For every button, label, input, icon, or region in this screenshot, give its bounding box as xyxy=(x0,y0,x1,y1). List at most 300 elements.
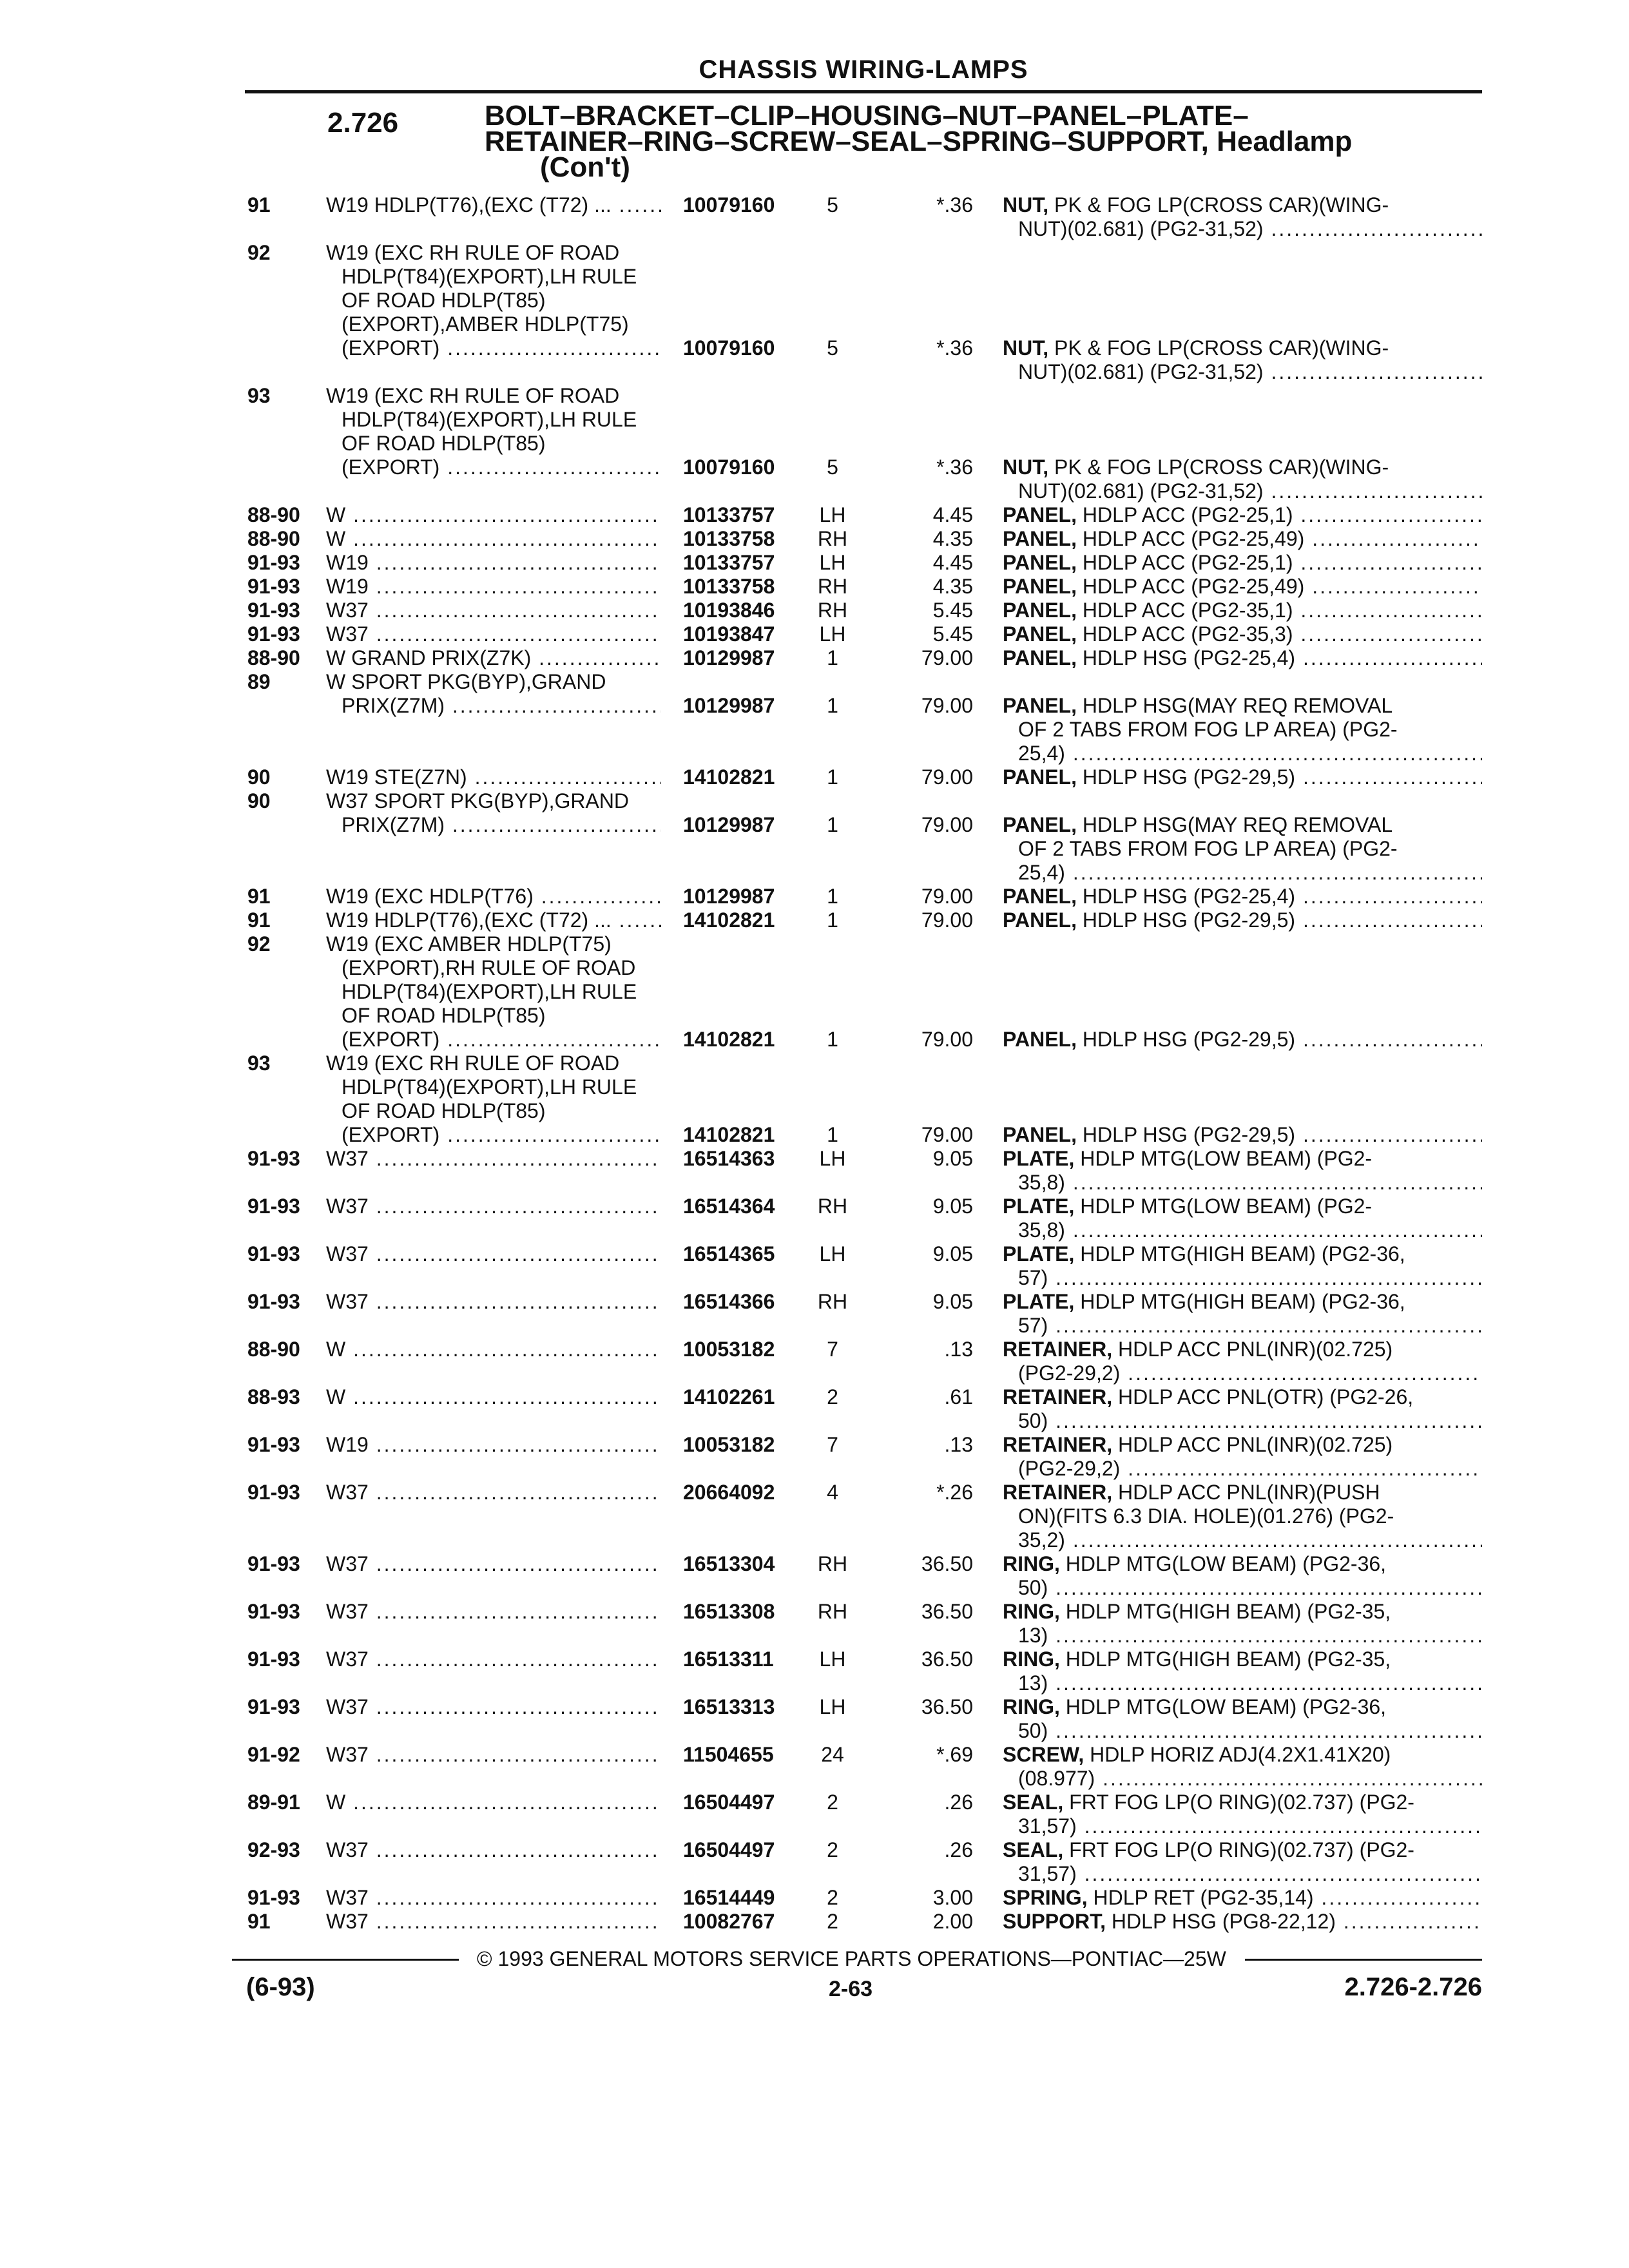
row-price: 4.45 xyxy=(932,503,973,526)
table-row xyxy=(0,932,1629,1052)
item-line: 13) ..... xyxy=(1003,1671,1482,1695)
item-keyword: PANEL, xyxy=(1003,813,1077,836)
row-description xyxy=(326,527,661,551)
row-price: 3.00 xyxy=(932,1886,973,1909)
row-price: 79.00 xyxy=(921,908,973,932)
row-part-number: 14102261 xyxy=(683,1385,775,1408)
item-line xyxy=(1003,1648,1482,1671)
row-year: 91-93 xyxy=(247,1552,300,1575)
item-line: OF 2 TABS FROM FOG LP AREA) (PG2- xyxy=(1018,837,1398,860)
description-line: W ..... xyxy=(326,503,661,527)
item-line xyxy=(1003,599,1482,622)
item-text: HDLP ACC PNL(INR)(02.725) xyxy=(1117,1338,1393,1361)
description-line: (EXPORT) ..... xyxy=(326,336,661,360)
description-line: W37 ..... xyxy=(326,1195,661,1218)
row-item-name xyxy=(1003,1910,1482,1934)
row-description xyxy=(326,1791,661,1814)
row-description xyxy=(326,1552,661,1576)
item-keyword: NUT, xyxy=(1003,336,1049,360)
row-year: 88-90 xyxy=(247,1338,300,1361)
item-keyword: SUPPORT, xyxy=(1003,1910,1106,1933)
row-quantity: 5 xyxy=(827,456,838,479)
row-quantity: RH xyxy=(817,1290,848,1313)
item-text: HDLP ACC PNL(OTR) (PG2-26, xyxy=(1117,1385,1414,1408)
item-keyword: SEAL, xyxy=(1003,1791,1064,1814)
row-year: 92 xyxy=(247,932,271,956)
footer-section-range: 2.726-2.726 xyxy=(1344,1973,1482,2001)
row-price: 9.05 xyxy=(932,1242,973,1265)
item-line xyxy=(1003,885,1482,908)
row-year: 91-93 xyxy=(247,1433,300,1456)
parts-table xyxy=(0,193,1629,1934)
item-keyword: PANEL, xyxy=(1003,1028,1077,1051)
item-line: 25,4) ..... xyxy=(1003,861,1482,885)
row-item-name xyxy=(1003,599,1482,622)
item-keyword: SPRING, xyxy=(1003,1886,1088,1909)
row-part-number: 10079160 xyxy=(683,456,775,479)
row-price: 79.00 xyxy=(921,885,973,908)
row-description xyxy=(326,1600,661,1624)
description-line: W37 ..... xyxy=(326,1695,661,1719)
row-price: 4.35 xyxy=(932,527,973,550)
item-keyword: RING, xyxy=(1003,1552,1060,1575)
row-description xyxy=(326,1147,661,1171)
table-row xyxy=(0,1791,1629,1838)
row-description xyxy=(326,1838,661,1862)
row-part-number: 16514365 xyxy=(683,1242,775,1265)
item-text: HDLP HSG (PG2-25,4) xyxy=(1082,646,1296,669)
item-keyword: PANEL, xyxy=(1003,885,1077,908)
row-quantity: RH xyxy=(817,575,848,598)
item-keyword: SEAL, xyxy=(1003,1838,1064,1861)
item-text: HDLP ACC (PG2-35,3) xyxy=(1082,622,1293,646)
item-line xyxy=(1003,527,1482,551)
item-text: HDLP HSG(MAY REQ REMOVAL xyxy=(1082,813,1393,836)
description-line: W37 ..... xyxy=(326,599,661,622)
row-quantity: RH xyxy=(817,527,848,550)
footer-rule-left xyxy=(232,1959,459,1961)
row-part-number: 11504655 xyxy=(683,1743,774,1766)
row-item-name xyxy=(1003,1123,1482,1147)
row-quantity: LH xyxy=(819,1695,846,1718)
row-year: 91 xyxy=(247,193,271,216)
description-line: W37 ..... xyxy=(326,1242,661,1266)
row-description xyxy=(326,575,661,599)
item-line xyxy=(1003,646,1482,670)
item-line: 13) ..... xyxy=(1003,1624,1482,1648)
item-keyword: PLATE, xyxy=(1003,1195,1075,1218)
row-quantity: 1 xyxy=(827,1123,838,1146)
description-line: W19 HDLP(T76),(EXC (T72) ... ..... xyxy=(326,908,661,932)
item-keyword: PLATE, xyxy=(1003,1242,1075,1265)
row-year: 91-93 xyxy=(247,1147,300,1170)
description-line: PRIX(Z7M) ..... xyxy=(326,694,661,718)
row-quantity: LH xyxy=(819,551,846,574)
row-part-number: 10133758 xyxy=(683,575,775,598)
row-year: 90 xyxy=(247,789,271,812)
item-text: HDLP MTG(LOW BEAM) (PG2-36, xyxy=(1065,1695,1387,1718)
page-title: CHASSIS WIRING-LAMPS xyxy=(699,55,1028,84)
row-item-name xyxy=(1003,885,1482,908)
row-year: 91-93 xyxy=(247,599,300,622)
row-year: 91-93 xyxy=(247,1600,300,1623)
item-line xyxy=(1003,908,1482,932)
section-number: 2.726 xyxy=(327,107,399,139)
row-year: 91-93 xyxy=(247,575,300,598)
description-line: W37 ..... xyxy=(326,1290,661,1314)
item-text: HDLP HSG (PG2-29,5) xyxy=(1082,1123,1296,1146)
row-price: 36.50 xyxy=(921,1600,973,1623)
description-line: W37 ..... xyxy=(326,1910,661,1934)
item-keyword: PANEL, xyxy=(1003,622,1077,646)
item-keyword: RING, xyxy=(1003,1695,1060,1718)
table-row xyxy=(0,1290,1629,1338)
item-keyword: NUT, xyxy=(1003,193,1049,216)
row-description xyxy=(326,1910,661,1934)
row-item-name xyxy=(1003,456,1482,503)
item-keyword: NUT, xyxy=(1003,456,1049,479)
item-line xyxy=(1003,575,1482,599)
row-price: 2.00 xyxy=(932,1910,973,1933)
row-description xyxy=(326,1385,661,1409)
row-part-number: 10079160 xyxy=(683,336,775,360)
row-item-name xyxy=(1003,1886,1482,1910)
row-item-name xyxy=(1003,1385,1482,1433)
item-text: PK & FOG LP(CROSS CAR)(WING- xyxy=(1054,336,1389,360)
description-line: OF ROAD HDLP(T85) xyxy=(342,289,546,312)
row-year: 93 xyxy=(247,1052,271,1075)
item-keyword: RETAINER, xyxy=(1003,1338,1113,1361)
row-year: 88-90 xyxy=(247,503,300,526)
table-row xyxy=(0,1052,1629,1147)
row-year: 88-93 xyxy=(247,1385,300,1408)
footer-rule-right xyxy=(1245,1959,1482,1961)
row-quantity: LH xyxy=(819,1648,846,1671)
row-item-name xyxy=(1003,575,1482,599)
item-text: HDLP MTG(HIGH BEAM) (PG2-35, xyxy=(1065,1600,1391,1623)
description-line: W37 ..... xyxy=(326,1648,661,1671)
item-line xyxy=(1003,813,1482,837)
table-row xyxy=(0,646,1629,670)
row-price: 4.35 xyxy=(932,575,973,598)
row-description xyxy=(326,1481,661,1504)
table-row xyxy=(0,599,1629,622)
row-quantity: RH xyxy=(817,1195,848,1218)
description-line: OF ROAD HDLP(T85) xyxy=(342,1099,546,1122)
item-keyword: PANEL, xyxy=(1003,908,1077,932)
item-line: OF 2 TABS FROM FOG LP AREA) (PG2- xyxy=(1018,718,1398,741)
row-item-name xyxy=(1003,1147,1482,1195)
description-line: W37 ..... xyxy=(326,1838,661,1862)
item-line xyxy=(1003,1910,1482,1934)
header-rule xyxy=(245,90,1482,93)
item-line xyxy=(1003,1886,1482,1910)
row-item-name xyxy=(1003,765,1482,789)
item-keyword: RETAINER, xyxy=(1003,1433,1113,1456)
row-item-name xyxy=(1003,193,1482,241)
item-text: HDLP HSG (PG2-29,5) xyxy=(1082,765,1296,789)
item-line: 25,4) ..... xyxy=(1003,742,1482,765)
row-description xyxy=(326,765,661,789)
row-quantity: 2 xyxy=(827,1385,838,1408)
row-description xyxy=(326,551,661,575)
row-part-number: 10129987 xyxy=(683,813,775,836)
row-price: .61 xyxy=(944,1385,973,1408)
row-item-name xyxy=(1003,694,1482,765)
row-quantity: 1 xyxy=(827,885,838,908)
row-part-number: 20664092 xyxy=(683,1481,775,1504)
table-row xyxy=(0,241,1629,384)
row-price: 36.50 xyxy=(921,1695,973,1718)
description-line: W19 ..... xyxy=(326,575,661,599)
row-description xyxy=(326,885,661,908)
row-year: 91-93 xyxy=(247,1195,300,1218)
row-price: .26 xyxy=(944,1791,973,1814)
item-keyword: RING, xyxy=(1003,1648,1060,1671)
table-row xyxy=(0,1433,1629,1481)
row-price: 5.45 xyxy=(932,599,973,622)
section-title xyxy=(485,100,1353,183)
row-description xyxy=(326,599,661,622)
row-part-number: 10133757 xyxy=(683,551,775,574)
description-line: W19 (EXC RH RULE OF ROAD xyxy=(326,241,620,264)
row-part-number: 16513308 xyxy=(683,1600,775,1623)
row-price: 79.00 xyxy=(921,1123,973,1146)
section-title-line: BOLT–BRACKET–CLIP–HOUSING–NUT–PANEL–PLATE– xyxy=(485,100,1249,131)
description-line: OF ROAD HDLP(T85) xyxy=(342,1004,546,1027)
row-quantity: LH xyxy=(819,1242,846,1265)
row-year: 91-93 xyxy=(247,1290,300,1313)
item-text: PK & FOG LP(CROSS CAR)(WING- xyxy=(1054,193,1389,216)
item-line xyxy=(1003,1123,1482,1147)
row-part-number: 16514363 xyxy=(683,1147,775,1170)
table-row xyxy=(0,622,1629,646)
description-line: (EXPORT) ..... xyxy=(326,1123,661,1147)
item-line xyxy=(1003,336,1482,360)
item-line: (PG2-29,2) ..... xyxy=(1003,1361,1482,1385)
row-quantity: RH xyxy=(817,1552,848,1575)
description-line: W SPORT PKG(BYP),GRAND xyxy=(326,670,606,693)
row-quantity: RH xyxy=(817,1600,848,1623)
row-item-name xyxy=(1003,1242,1482,1290)
row-quantity: 5 xyxy=(827,336,838,360)
row-part-number: 10129987 xyxy=(683,694,775,717)
row-part-number: 14102821 xyxy=(683,908,775,932)
row-year: 90 xyxy=(247,765,271,789)
row-item-name xyxy=(1003,622,1482,646)
row-year: 91-93 xyxy=(247,551,300,574)
table-row xyxy=(0,193,1629,241)
table-row xyxy=(0,503,1629,527)
row-year: 91-93 xyxy=(247,1648,300,1671)
row-description xyxy=(326,1290,661,1314)
row-quantity: 2 xyxy=(827,1886,838,1909)
row-item-name xyxy=(1003,1695,1482,1743)
row-price: 9.05 xyxy=(932,1195,973,1218)
item-line: 35,8) ..... xyxy=(1003,1171,1482,1195)
row-year: 89 xyxy=(247,670,271,693)
table-row xyxy=(0,575,1629,599)
row-year: 91-93 xyxy=(247,1695,300,1718)
row-description xyxy=(326,1195,661,1218)
description-line: W19 ..... xyxy=(326,1433,661,1457)
row-year: 91-93 xyxy=(247,1481,300,1504)
row-quantity: 2 xyxy=(827,1838,838,1861)
item-text: FRT FOG LP(O RING)(02.737) (PG2- xyxy=(1069,1791,1414,1814)
row-price: .26 xyxy=(944,1838,973,1861)
row-year: 88-90 xyxy=(247,646,300,669)
row-part-number: 10133758 xyxy=(683,527,775,550)
row-item-name xyxy=(1003,1552,1482,1600)
row-item-name xyxy=(1003,1648,1482,1695)
row-price: 36.50 xyxy=(921,1552,973,1575)
item-line: 35,8) ..... xyxy=(1003,1218,1482,1242)
row-quantity: LH xyxy=(819,503,846,526)
row-description xyxy=(326,193,661,217)
description-line: W GRAND PRIX(Z7K) ..... xyxy=(326,646,661,670)
row-item-name xyxy=(1003,1028,1482,1052)
row-quantity: 1 xyxy=(827,908,838,932)
row-part-number: 16504497 xyxy=(683,1791,775,1814)
item-keyword: PANEL, xyxy=(1003,527,1077,550)
row-part-number: 10082767 xyxy=(683,1910,775,1933)
row-part-number: 10129987 xyxy=(683,646,775,669)
item-line xyxy=(1003,1433,1482,1457)
item-line xyxy=(1003,1147,1482,1171)
section-title-line: RETAINER–RING–SCREW–SEAL–SPRING–SUPPORT, Headlamp xyxy=(485,126,1353,157)
description-line: W19 ..... xyxy=(326,551,661,575)
description-line: HDLP(T84)(EXPORT),LH RULE xyxy=(342,265,637,288)
item-text: HDLP HORIZ ADJ(4.2X1.41X20) xyxy=(1090,1743,1391,1766)
row-quantity: 7 xyxy=(827,1433,838,1456)
row-year: 92 xyxy=(247,241,271,264)
row-description xyxy=(326,503,661,527)
description-line: W37 ..... xyxy=(326,1600,661,1624)
row-quantity: 1 xyxy=(827,765,838,789)
row-description xyxy=(326,670,661,718)
item-line: 50) ..... xyxy=(1003,1409,1482,1433)
description-line: HDLP(T84)(EXPORT),LH RULE xyxy=(342,980,637,1003)
row-price: 36.50 xyxy=(921,1648,973,1671)
row-quantity: 1 xyxy=(827,646,838,669)
description-line: W ..... xyxy=(326,1791,661,1814)
table-row xyxy=(0,527,1629,551)
table-row xyxy=(0,384,1629,503)
row-price: .13 xyxy=(944,1433,973,1456)
row-item-name xyxy=(1003,1481,1482,1552)
row-item-name xyxy=(1003,1600,1482,1648)
row-quantity: 1 xyxy=(827,813,838,836)
description-line: W ..... xyxy=(326,1338,661,1361)
description-line: HDLP(T84)(EXPORT),LH RULE xyxy=(342,408,637,431)
table-row xyxy=(0,1695,1629,1743)
table-row xyxy=(0,789,1629,885)
item-text: HDLP ACC (PG2-25,1) xyxy=(1082,551,1293,574)
row-quantity: 1 xyxy=(827,694,838,717)
row-quantity: LH xyxy=(819,1147,846,1170)
description-line: W37 ..... xyxy=(326,1147,661,1171)
description-line: W ..... xyxy=(326,1385,661,1409)
item-keyword: SCREW, xyxy=(1003,1743,1084,1766)
item-line xyxy=(1003,1338,1482,1361)
row-item-name xyxy=(1003,1195,1482,1242)
row-item-name xyxy=(1003,813,1482,885)
item-line xyxy=(1003,1552,1482,1576)
item-line: 35,2) ..... xyxy=(1003,1528,1482,1552)
item-line xyxy=(1003,1838,1482,1862)
row-price: .13 xyxy=(944,1338,973,1361)
item-line xyxy=(1003,193,1482,217)
item-text: HDLP ACC (PG2-35,1) xyxy=(1082,599,1293,622)
row-price: *.36 xyxy=(936,193,973,216)
item-text: HDLP HSG (PG8-22,12) xyxy=(1111,1910,1336,1933)
item-text: HDLP MTG(HIGH BEAM) (PG2-36, xyxy=(1080,1242,1405,1265)
description-line: W37 ..... xyxy=(326,1743,661,1767)
item-line: 57) ..... xyxy=(1003,1314,1482,1338)
item-text: PK & FOG LP(CROSS CAR)(WING- xyxy=(1054,456,1389,479)
item-line xyxy=(1003,1385,1482,1409)
row-part-number: 16513304 xyxy=(683,1552,775,1575)
row-part-number: 16514366 xyxy=(683,1290,775,1313)
row-price: 79.00 xyxy=(921,1028,973,1051)
item-line xyxy=(1003,551,1482,575)
item-text: HDLP MTG(LOW BEAM) (PG2- xyxy=(1080,1147,1373,1170)
row-quantity: RH xyxy=(817,599,848,622)
row-year: 91-93 xyxy=(247,1886,300,1909)
item-keyword: PANEL, xyxy=(1003,551,1077,574)
row-description xyxy=(326,1433,661,1457)
description-line: OF ROAD HDLP(T85) xyxy=(342,432,546,455)
row-item-name xyxy=(1003,527,1482,551)
description-line: (EXPORT) ..... xyxy=(326,1028,661,1052)
row-quantity: 1 xyxy=(827,1028,838,1051)
item-line xyxy=(1003,456,1482,479)
row-part-number: 16514449 xyxy=(683,1886,775,1909)
item-line: 57) ..... xyxy=(1003,1266,1482,1290)
row-year: 91-93 xyxy=(247,622,300,646)
table-row xyxy=(0,1147,1629,1195)
item-keyword: PLATE, xyxy=(1003,1147,1075,1170)
row-item-name xyxy=(1003,551,1482,575)
item-line xyxy=(1003,1195,1482,1218)
row-year: 93 xyxy=(247,384,271,407)
item-keyword: PANEL, xyxy=(1003,599,1077,622)
item-keyword: RETAINER, xyxy=(1003,1481,1113,1504)
item-line xyxy=(1003,1242,1482,1266)
description-line: PRIX(Z7M) ..... xyxy=(326,813,661,837)
description-line: HDLP(T84)(EXPORT),LH RULE xyxy=(342,1075,637,1099)
table-row xyxy=(0,1481,1629,1552)
item-text: HDLP ACC (PG2-25,49) xyxy=(1082,527,1305,550)
row-item-name xyxy=(1003,1791,1482,1838)
row-year: 88-90 xyxy=(247,527,300,550)
item-text: HDLP HSG(MAY REQ REMOVAL xyxy=(1082,694,1393,717)
description-line: W37 ..... xyxy=(326,622,661,646)
row-description xyxy=(326,1743,661,1767)
row-year: 92-93 xyxy=(247,1838,300,1861)
row-quantity: 7 xyxy=(827,1338,838,1361)
table-row xyxy=(0,1242,1629,1290)
row-year: 91 xyxy=(247,908,271,932)
table-row xyxy=(0,908,1629,932)
row-year: 91-93 xyxy=(247,1242,300,1265)
row-part-number: 10193846 xyxy=(683,599,775,622)
row-description xyxy=(326,622,661,646)
item-text: HDLP MTG(LOW BEAM) (PG2- xyxy=(1080,1195,1373,1218)
item-line: (08.977) ..... xyxy=(1003,1767,1482,1791)
row-part-number: 10079160 xyxy=(683,193,775,216)
row-quantity: 2 xyxy=(827,1791,838,1814)
